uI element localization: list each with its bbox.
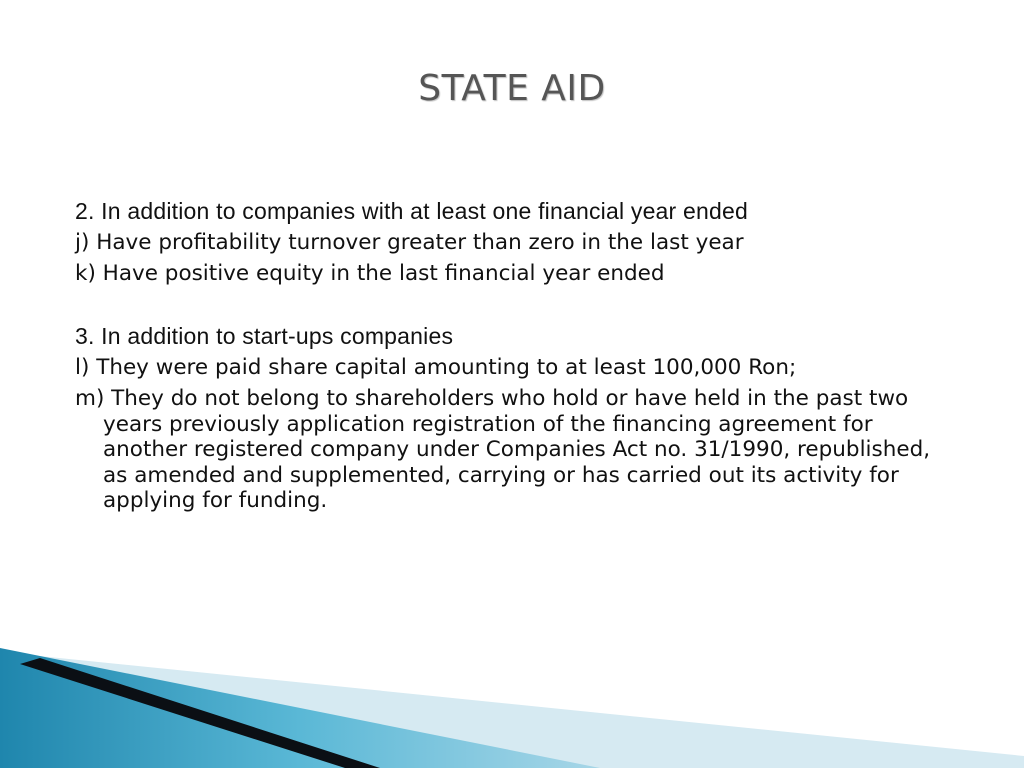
slide-title: STATE AID (418, 68, 606, 109)
item-j: j) Have profitability turnover greater than zero in the last year (75, 230, 744, 255)
bottom-decoration (0, 638, 1024, 768)
section-2-heading: 2. In addition to companies with at least one financial year ended (75, 198, 748, 224)
section-3-heading: 3. In addition to start-ups companies (75, 323, 454, 349)
item-k: k) Have positive equity in the last financial year ended (75, 261, 665, 286)
section-spacer (75, 289, 975, 321)
item-m: m) They do not belong to shareholders who hold or have held in the past two years previously application registration of the financing agreement for another registered company under Companies Act no. 31/1990, republished, as amended and supplemented, carrying or has carried out its activity for applying for funding. (75, 386, 931, 514)
slide-content (75, 196, 975, 514)
item-l: l) They were paid share capital amounting to at least 100,000 Ron; (75, 355, 797, 380)
